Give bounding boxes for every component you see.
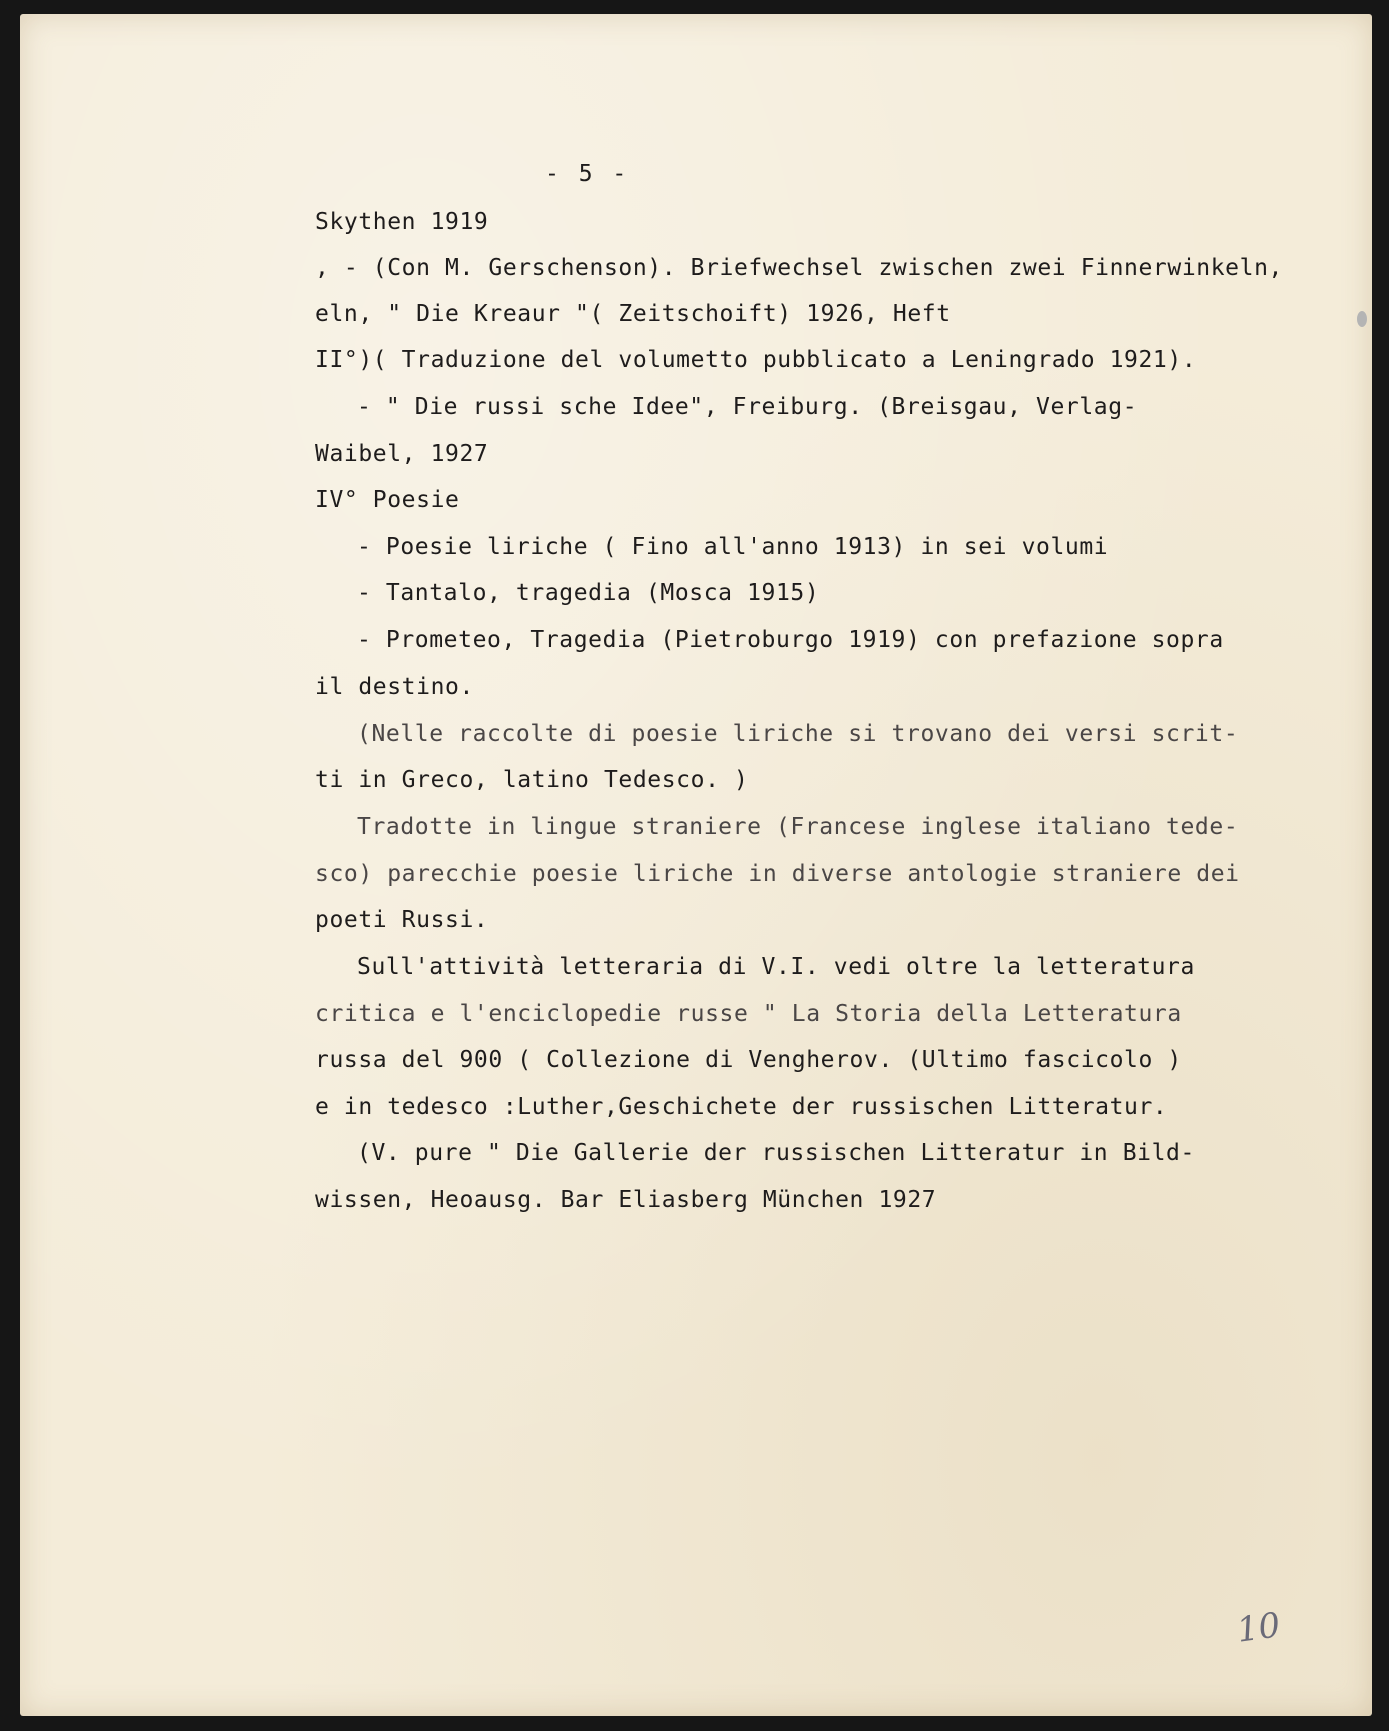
text-line-3: eln, " Die Kreaur "( Zeitschoift) 1926, Heft: [315, 301, 951, 327]
text-line-5: - " Die russi sche Idee", Freiburg. (Breisgau, Verlag-: [357, 394, 1138, 420]
page-number: - 5 -: [545, 161, 630, 187]
paper-sheet: [20, 14, 1372, 1716]
text-line-20: e in tedesco :Luther,Geschichete der russischen Litteratur.: [315, 1094, 1168, 1120]
text-line-21: (V. pure " Die Gallerie der russischen Litteratur in Bild-: [357, 1140, 1195, 1166]
text-line-2: , - (Con M. Gerschenson). Briefwechsel zwischen zwei Finnerwinkeln,: [315, 255, 1283, 281]
text-line-22: wissen, Heoausg. Bar Eliasberg München 1927: [315, 1187, 937, 1213]
text-line-16: poeti Russi.: [315, 907, 489, 933]
text-line-15: sco) parecchie poesie liriche in diverse antologie straniere dei: [315, 861, 1240, 887]
text-line-10: - Prometeo, Tragedia (Pietroburgo 1919) con prefazione sopra: [357, 627, 1224, 653]
text-line-4: II°)( Traduzione del volumetto pubblicato a Leningrado 1921).: [315, 347, 1197, 373]
text-line-14: Tradotte in lingue straniere (Francese inglese italiano tede-: [357, 814, 1239, 840]
handwritten-page-number: 10: [1234, 1605, 1283, 1651]
text-line-13: ti in Greco, latino Tedesco. ): [315, 767, 749, 793]
text-line-8: - Poesie liriche ( Fino all'anno 1913) in sei volumi: [357, 534, 1109, 560]
text-line-11: il destino.: [315, 674, 474, 700]
text-line-9: - Tantalo, tragedia (Mosca 1915): [357, 580, 820, 606]
text-line-1: Skythen 1919: [315, 209, 489, 235]
text-line-6: Waibel, 1927: [315, 441, 489, 467]
grey-stain-mark: [1357, 311, 1367, 327]
text-line-19: russa del 900 ( Collezione di Vengherov. (Ultimo fascicolo ): [315, 1047, 1182, 1073]
text-line-12: (Nelle raccolte di poesie liriche si trovano dei versi scrit-: [357, 721, 1239, 747]
text-line-18: critica e l'enciclopedie russe " La Storia della Letteratura: [315, 1001, 1182, 1027]
section-heading-poesie: IV° Poesie: [315, 487, 460, 513]
text-line-17: Sull'attività letteraria di V.I. vedi oltre la letteratura: [357, 954, 1195, 980]
